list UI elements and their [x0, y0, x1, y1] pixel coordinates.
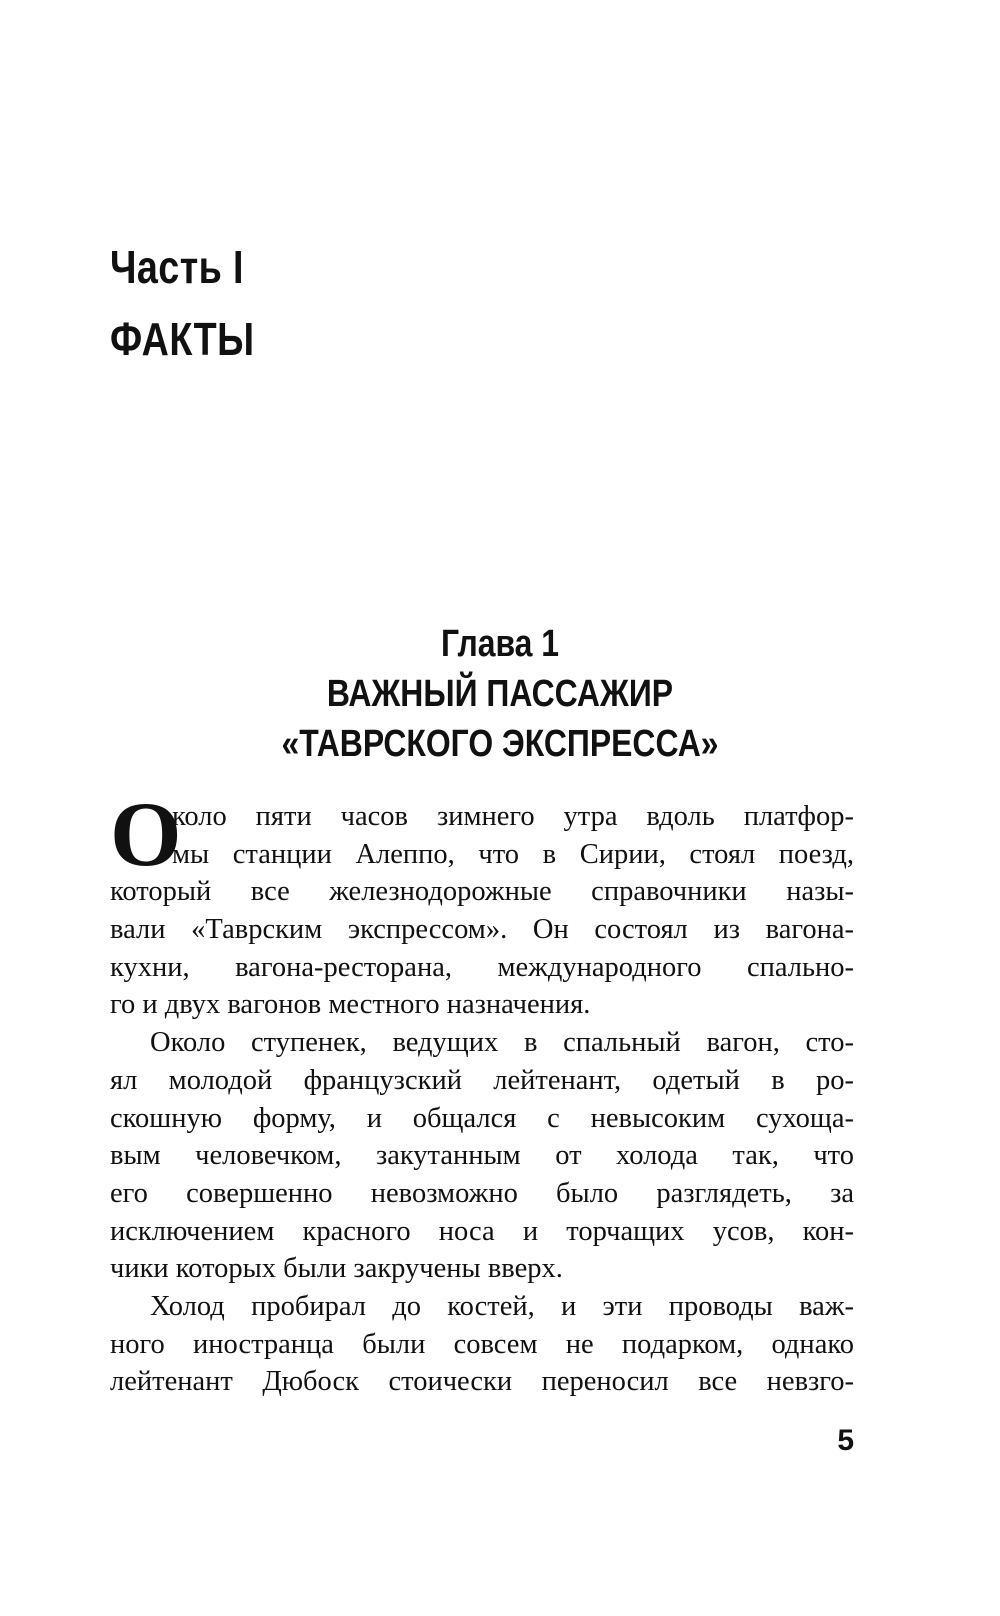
text-line: лейтенант Дюбоск стоически переносил все невзго- [110, 1366, 854, 1398]
text-line: вым человечком, закутанным от холода так, что [110, 1140, 854, 1172]
text-line: мы станции Алеппо, что в Сирии, стоял поезд, [172, 838, 854, 870]
text-line: ял молодой французский лейтенант, одетый в ро- [110, 1064, 854, 1096]
text-line: Холод пробирал до костей, и эти проводы важ- [150, 1290, 854, 1322]
chapter-number-text: Глава 1 [440, 623, 560, 665]
page-number: 5 [837, 1424, 854, 1457]
chapter-title-line-2 [0, 720, 1000, 768]
part-label: Часть I [110, 241, 244, 293]
text-line: исключением красного носа и торчащих усов, кон- [110, 1215, 854, 1247]
text-line: ного иностранца были совсем не подарком, однако [110, 1328, 854, 1360]
part-title: ФАКТЫ [110, 313, 255, 365]
chapter-title-line-1-text: ВАЖНЫЙ ПАССАЖИР [326, 673, 674, 715]
chapter-number [0, 620, 1000, 668]
text-line: коло пяти часов зимнего утра вдоль платфор- [172, 801, 854, 832]
chapter-title-line-1 [0, 670, 1000, 718]
chapter-title-line-2-text: «ТАВРСКОГО ЭКСПРЕССА» [281, 723, 719, 765]
body-text [110, 798, 854, 1401]
text-line: чики которых были закручены вверх. [110, 1253, 563, 1285]
text-line: кухни, вагона-ресторана, международного спально- [110, 951, 854, 983]
text-line: го и двух вагонов местного назначения. [110, 989, 591, 1021]
text-line: Около ступенек, ведущих в спальный вагон, сто- [150, 1027, 854, 1059]
drop-cap: О [110, 783, 182, 885]
text-line: вали «Таврским экспрессом». Он состоял из вагона- [110, 914, 854, 946]
text-line: который все железнодорожные справочники назы- [110, 876, 854, 908]
text-line: его совершенно невозможно было разглядеть, за [110, 1177, 854, 1209]
text-line: скошную форму, и общался с невысоким сухоща- [110, 1102, 854, 1134]
